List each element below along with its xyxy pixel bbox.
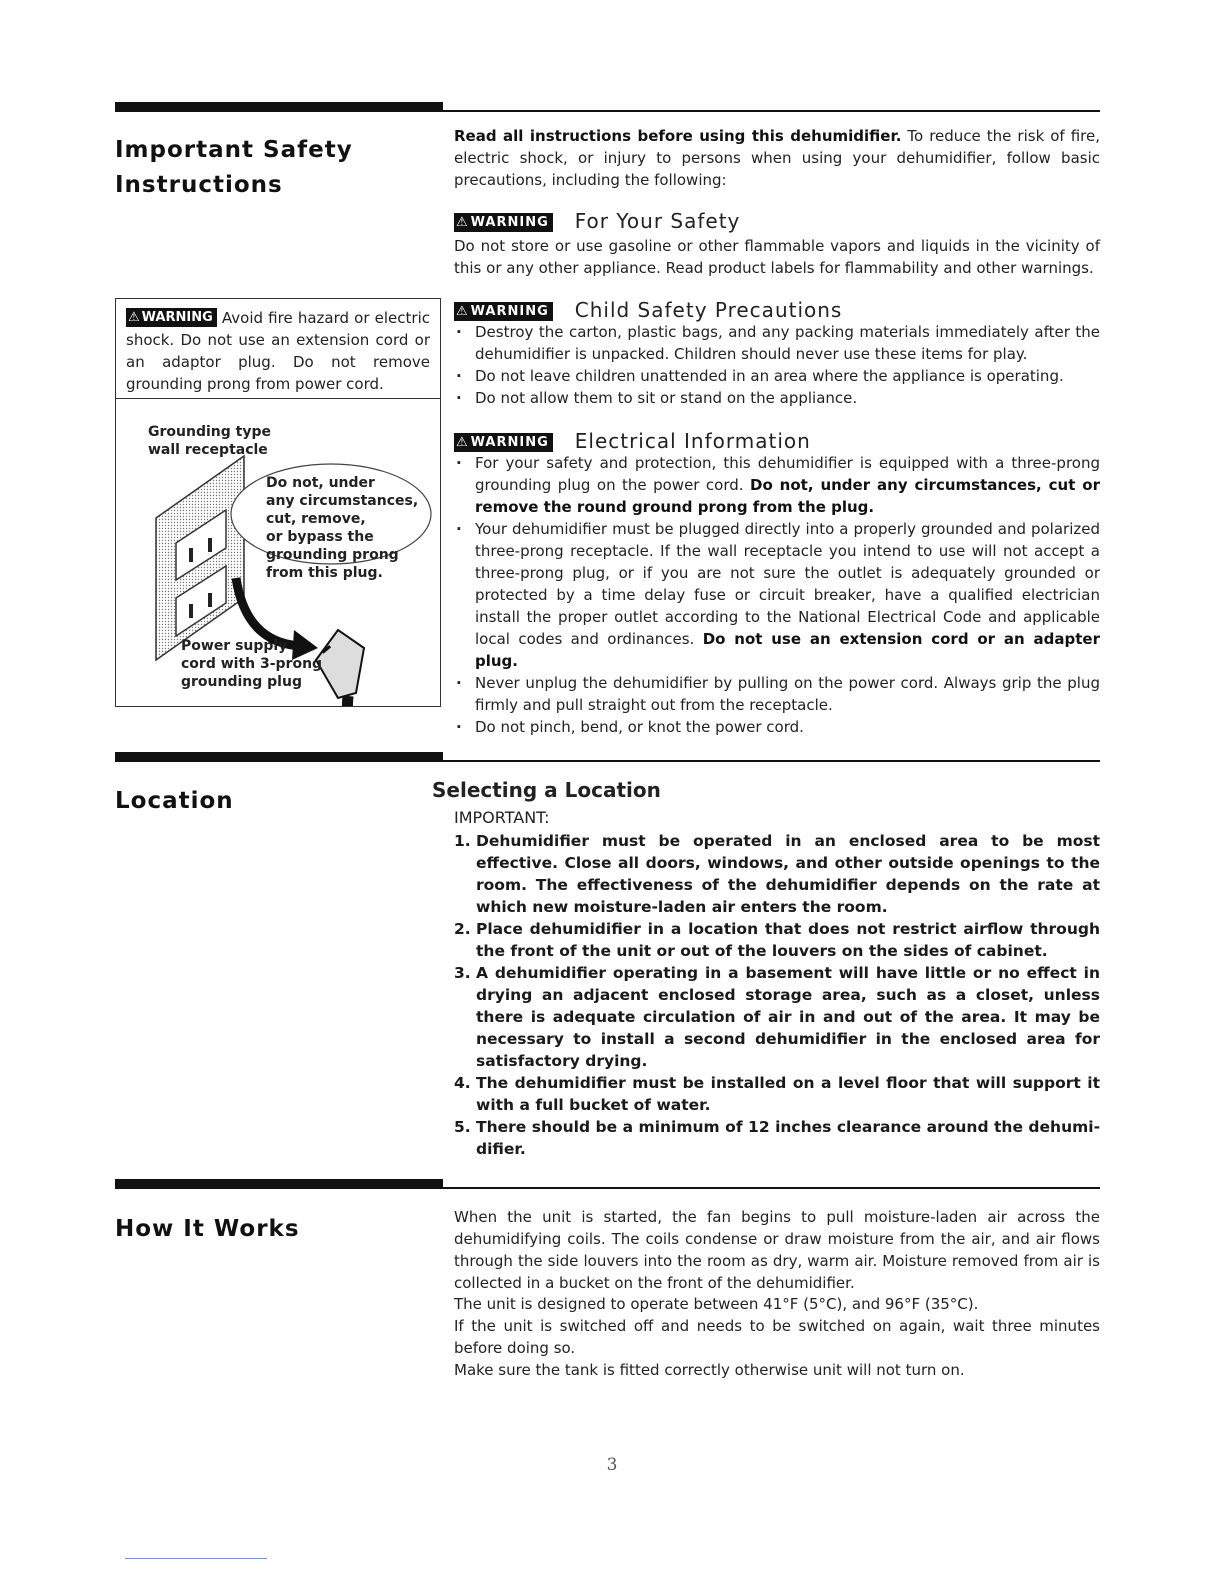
safety-heading-line1: Important Safety xyxy=(115,137,353,163)
safety-intro-rest: To reduce the risk of fire, electric shock, or injury to persons when using your dehumidifier, follow basic precautions, including the following: xyxy=(454,127,1100,189)
list-item: · Do not leave children unattended in an area where the appliance is operating. xyxy=(454,365,1100,387)
list-item: · Never unplug the dehumidifier by pulling on the power cord. Always grip the plug firmly and pull straight out from the receptacle. xyxy=(454,672,1100,716)
for-safety-title: For Your Safety xyxy=(574,209,741,233)
electrical-list xyxy=(454,452,1100,738)
location-list xyxy=(454,830,1100,1160)
how-it-works-p2: The unit is designed to operate between 41°F (5°C), and 96°F (35°C). xyxy=(454,1295,979,1313)
callout-text: Do not, under any circumstances, cut, remove, or bypass the grounding prong from this plug. xyxy=(266,475,419,581)
list-item: · Destroy the carton, plastic bags, and any packing materials immediately after the dehumidifier is unpacked. Children should never use these items for play. xyxy=(454,321,1100,365)
how-it-works-heading: How It Works xyxy=(115,1216,300,1242)
list-item: · Do not allow them to sit or stand on the appliance. xyxy=(454,387,1100,409)
warning-triangle-icon: ⚠ xyxy=(456,435,469,450)
warning-figure-box xyxy=(115,298,441,707)
for-safety-heading xyxy=(454,208,740,234)
selecting-location-title: Selecting a Location xyxy=(432,778,661,802)
safety-intro xyxy=(454,125,1100,191)
list-item: · Your dehumidifier must be plugged directly into a properly grounded and polarized three-prong receptacle. If the wall receptacle you intend to use will not accept a three-prong plug, or if you are not sure the outlet is adequately grounded or protected by a time delay fuse or circuit breaker, have a qualified electrician install the proper outlet according to the National Electrical Code and applicable local codes and ordinances. Do not use an extension cord or an adapter plug. xyxy=(454,518,1100,672)
warning-badge: ⚠ WARNING xyxy=(454,433,553,452)
list-item: 3. A dehumidifier operating in a basement will have little or no effect in drying an adjacent enclosed storage area, such as a closet, unless there is adequate circulation of air in and out of the area. It may be necessary to install a second dehumidifier in the enclosed area for satisfactory drying. xyxy=(454,964,1100,1070)
page-number: 3 xyxy=(606,1455,618,1475)
receptacle-label: Grounding type wall receptacle xyxy=(148,424,271,458)
child-safety-heading xyxy=(454,297,842,323)
plug-shape xyxy=(316,630,364,698)
electrical-heading xyxy=(454,428,811,454)
list-item: 4. The dehumidifier must be installed on a level floor that will support it with a full bucket of water. xyxy=(454,1074,1100,1114)
section-rule-location xyxy=(115,760,1100,762)
list-item: 5. There should be a minimum of 12 inches clearance around the dehumi-difier. xyxy=(454,1118,1100,1158)
list-item: 2. Place dehumidifier in a location that does not restrict airflow through the front of the unit or out of the louvers on the sides of cabinet. xyxy=(454,920,1100,960)
list-item: · For your safety and protection, this dehumidifier is equipped with a three-prong grounding plug on the power cord. Do not, under any circumstances, cut or remove the round ground prong from the plug. xyxy=(454,452,1100,518)
how-it-works-p1: When the unit is started, the fan begins to pull moisture-laden air across the dehumidifying coils. The coils condense or draw moisture from the air, and air flows through the side louvers into the room as dry, warm air. Moisture removed from air is collected in a bucket on the front of the dehumidifier. xyxy=(454,1208,1100,1292)
safety-heading xyxy=(115,133,353,203)
box-warning-text: ⚠ WARNING Avoid fire hazard or electric shock. Do not use an extension cord or an adaptor plug. Do not remove grounding prong from power cord. xyxy=(126,309,430,393)
section-rule-safety xyxy=(115,110,1100,112)
child-safety-list xyxy=(454,321,1100,409)
footer-line xyxy=(125,1558,267,1559)
cord-label: Power supply cord with 3-prong grounding plug xyxy=(181,638,323,690)
warning-badge: ⚠ WARNING xyxy=(454,302,553,321)
location-heading: Location xyxy=(115,788,234,814)
electrical-title: Electrical Information xyxy=(574,429,811,453)
for-safety-text: Do not store or use gasoline or other flammable vapors and liquids in the vicinity of this or any other appliance. Read product labels for flammability and other warnings. xyxy=(454,237,1100,277)
warning-badge: ⚠ WARNING xyxy=(126,308,217,327)
list-item: 1. Dehumidifier must be operated in an enclosed area to be most effective. Close all doors, windows, and other outside openings to the room. The effectiveness of the dehumidifier depends on the rate at which new moisture-laden air enters the room. xyxy=(454,832,1100,916)
warning-badge: ⚠ WARNING xyxy=(454,213,553,232)
important-label: IMPORTANT: xyxy=(454,808,550,827)
safety-intro-bold: Read all instructions before using this dehumidifier. xyxy=(454,127,902,145)
warning-triangle-icon: ⚠ xyxy=(128,310,140,325)
how-it-works-p3: If the unit is switched off and needs to be switched on again, wait three minutes before doing so. xyxy=(454,1317,1100,1357)
list-item: · Do not pinch, bend, or knot the power cord. xyxy=(454,716,1100,738)
safety-heading-line2: Instructions xyxy=(115,172,283,198)
warning-triangle-icon: ⚠ xyxy=(456,304,469,319)
section-rule-how-it-works xyxy=(115,1187,1100,1189)
child-safety-title: Child Safety Precautions xyxy=(574,298,843,322)
how-it-works-p4: Make sure the tank is fitted correctly otherwise unit will not turn on. xyxy=(454,1361,965,1379)
warning-triangle-icon: ⚠ xyxy=(456,215,469,230)
